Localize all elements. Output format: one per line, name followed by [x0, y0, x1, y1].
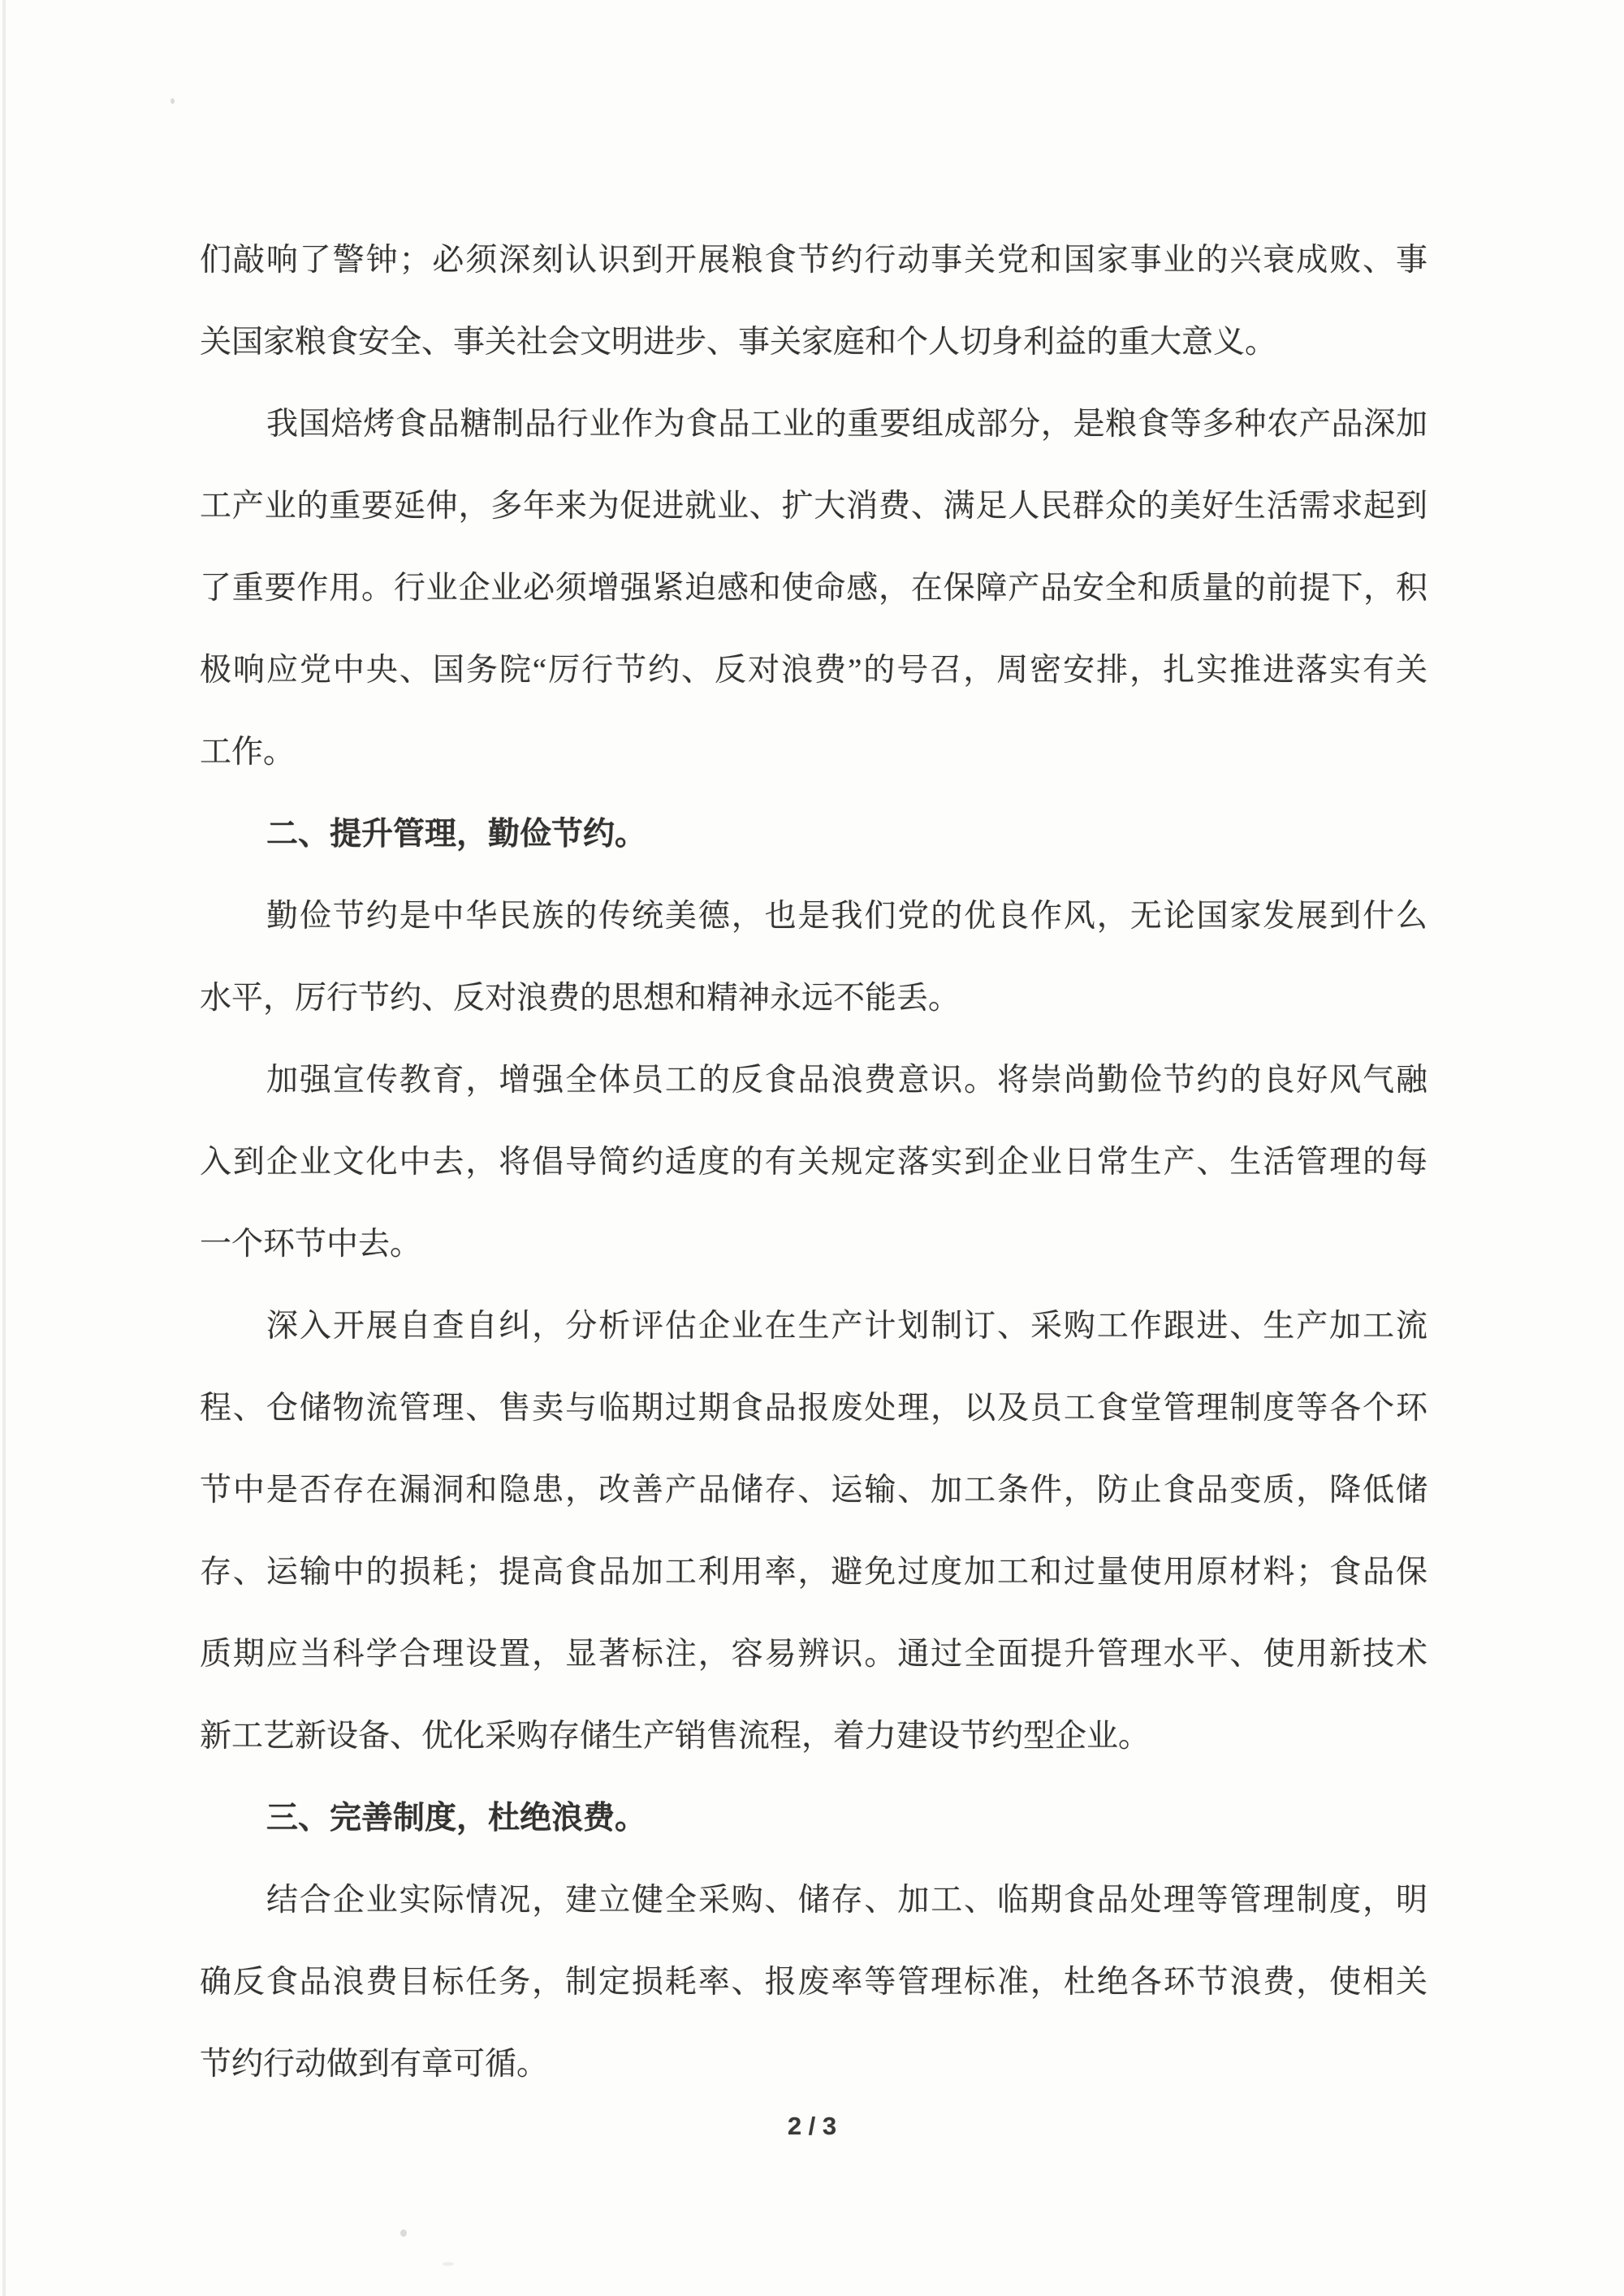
text-line: 新工艺新设备、优化采购存储生产销售流程，着力建设节约型企业。 — [200, 1719, 1151, 1754]
text-line: 勤俭节约是中华民族的传统美德，也是我们党的优良作风，无论国家发展到什么 — [266, 899, 1427, 934]
text-line: 们敲响了警钟；必须深刻认识到开展粮食节约行动事关党和国家事业的兴衰成败、事 — [200, 243, 1427, 278]
text-line: 我国焙烤食品糖制品行业作为食品工业的重要组成部分，是粮食等多种农产品深加 — [266, 407, 1427, 442]
scan-speck — [400, 2229, 407, 2237]
text-line: 深入开展自查自纠，分析评估企业在生产计划制订、采购工作跟进、生产加工流 — [266, 1309, 1427, 1344]
page-number: 2 / 3 — [787, 2112, 837, 2140]
section-heading: 二、提升管理，勤俭节约。 — [266, 817, 647, 852]
text-line: 结合企业实际情况，建立健全采购、储存、加工、临期食品处理等管理制度，明 — [266, 1883, 1427, 1918]
text-line: 关国家粮食安全、事关社会文明进步、事关家庭和个人切身利益的重大意义。 — [200, 325, 1277, 360]
text-line: 加强宣传教育，增强全体员工的反食品浪费意识。将崇尚勤俭节约的良好风气融 — [266, 1063, 1427, 1098]
text-line: 一个环节中去。 — [200, 1227, 422, 1262]
text-line: 程、仓储物流管理、售卖与临期过期食品报废处理，以及员工食堂管理制度等各个环 — [200, 1391, 1427, 1426]
scan-speck — [443, 2262, 454, 2266]
text-line: 存、运输中的损耗；提高食品加工利用率，避免过度加工和过量使用原材料；食品保 — [200, 1555, 1427, 1590]
text-line: 确反食品浪费目标任务，制定损耗率、报废率等管理标准，杜绝各环节浪费，使相关 — [200, 1965, 1427, 2000]
text-line: 工作。 — [200, 735, 296, 770]
document-body — [200, 219, 1427, 2105]
text-line: 节中是否存在漏洞和隐患，改善产品储存、运输、加工条件，防止食品变质，降低储 — [200, 1473, 1427, 1508]
section-heading: 三、完善制度，杜绝浪费。 — [266, 1801, 647, 1836]
text-line: 水平，厉行节约、反对浪费的思想和精神永远不能丢。 — [200, 981, 961, 1016]
text-line: 了重要作用。行业企业必须增强紧迫感和使命感，在保障产品安全和质量的前提下，积 — [200, 571, 1427, 606]
text-line: 质期应当科学合理设置，显著标注，容易辨识。通过全面提升管理水平、使用新技术 — [200, 1637, 1427, 1672]
text-line: 入到企业文化中去，将倡导简约适度的有关规定落实到企业日常生产、生活管理的每 — [200, 1145, 1427, 1180]
scan-edge-artifact — [2, 0, 6, 2296]
scan-speck — [171, 98, 175, 104]
text-line: 工产业的重要延伸，多年来为促进就业、扩大消费、满足人民群众的美好生活需求起到 — [200, 489, 1427, 524]
text-line: 节约行动做到有章可循。 — [200, 2047, 549, 2082]
text-line: 极响应党中央、国务院“厉行节约、反对浪费”的号召，周密安排，扎实推进落实有关 — [200, 653, 1427, 688]
